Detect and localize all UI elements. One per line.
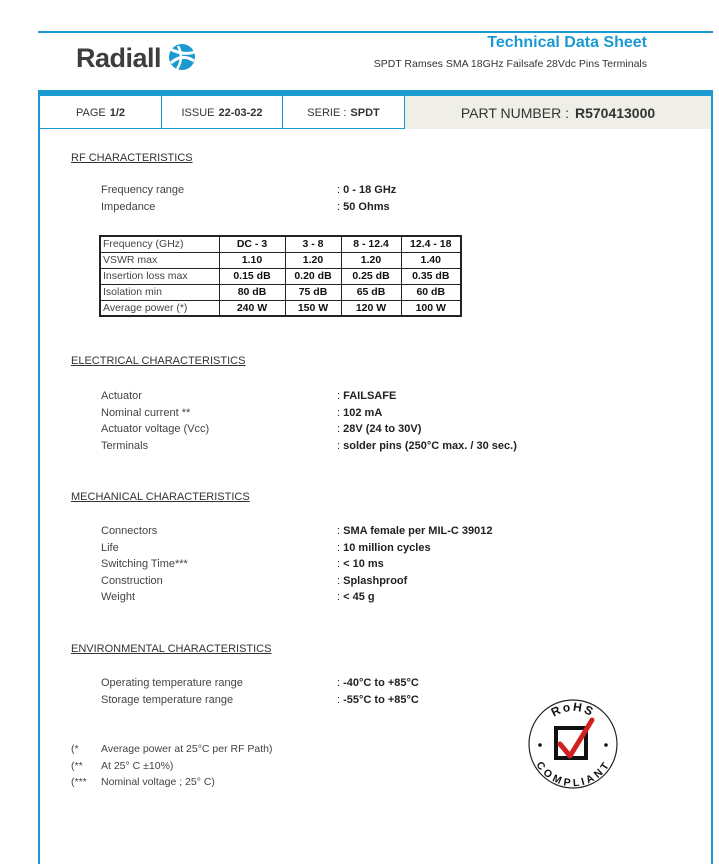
electrical-section-title: ELECTRICAL CHARACTERISTICS <box>71 355 246 367</box>
electrical-label: Terminals <box>101 439 149 452</box>
rf-row <box>101 201 621 218</box>
mechanical-label: Switching Time*** <box>101 558 188 570</box>
serie-value: SPDT <box>350 106 380 119</box>
table-cell: Average power (*) <box>100 300 219 316</box>
mechanical-row <box>101 575 621 592</box>
rf-value: : 0 - 18 GHz <box>337 184 396 201</box>
table-cell: Isolation min <box>100 284 219 300</box>
environmental-value: : -40°C to +85°C <box>337 677 419 694</box>
electrical-row <box>101 407 621 424</box>
footnotes <box>71 743 273 793</box>
issue-cell <box>162 96 283 129</box>
table-cell: 0.25 dB <box>341 268 401 284</box>
table-row <box>100 236 461 252</box>
footnote-text: Nominal voltage ; 25° C) <box>101 776 215 788</box>
rf-list <box>101 184 621 217</box>
table-cell: 3 - 8 <box>285 236 341 252</box>
table-cell: 150 W <box>285 300 341 316</box>
info-bar <box>40 96 711 129</box>
rf-value: : 50 Ohms <box>337 201 390 218</box>
serie-cell <box>283 96 405 129</box>
footnote-text: Average power at 25°C per RF Path) <box>101 743 273 755</box>
footnote-text: At 25° C ±10%) <box>101 759 174 772</box>
environmental-value: : -55°C to +85°C <box>337 694 419 711</box>
mechanical-row <box>101 558 621 575</box>
mechanical-row <box>101 591 621 608</box>
environmental-label: Storage temperature range <box>101 693 234 706</box>
rf-row <box>101 184 621 201</box>
table-cell: 1.20 <box>341 252 401 268</box>
top-rule <box>38 31 713 33</box>
electrical-label: Nominal current ** <box>101 406 191 419</box>
mechanical-label: Construction <box>101 574 163 587</box>
table-cell: 0.15 dB <box>219 268 285 284</box>
mechanical-label: Connectors <box>101 525 158 537</box>
table-cell: 120 W <box>341 300 401 316</box>
table-cell: 1.10 <box>219 252 285 268</box>
table-cell: 80 dB <box>219 284 285 300</box>
table-row <box>100 300 461 316</box>
electrical-row <box>101 423 621 440</box>
mechanical-value: : SMA female per MIL-C 39012 <box>337 525 493 542</box>
page-cell <box>40 96 162 129</box>
electrical-label: Actuator voltage (Vcc) <box>101 423 210 435</box>
table-cell: 1.40 <box>401 252 461 268</box>
table-cell: 100 W <box>401 300 461 316</box>
mechanical-row <box>101 542 621 559</box>
rf-label: Impedance <box>101 200 156 213</box>
rohs-bottom-text: COMPLIANT <box>533 759 613 790</box>
mechanical-value: : < 45 g <box>337 591 375 608</box>
electrical-value: : solder pins (250°C max. / 30 sec.) <box>337 440 517 457</box>
table-cell: DC - 3 <box>219 236 285 252</box>
mechanical-section-title: MECHANICAL CHARACTERISTICS <box>71 491 250 503</box>
mechanical-label: Weight <box>101 591 136 603</box>
table-cell: 0.35 dB <box>401 268 461 284</box>
electrical-value: : 102 mA <box>337 407 382 424</box>
electrical-label: Actuator <box>101 390 142 402</box>
table-cell: 65 dB <box>341 284 401 300</box>
footnote <box>71 760 273 777</box>
electrical-list <box>101 390 621 456</box>
mechanical-label: Life <box>101 541 119 554</box>
mechanical-value: : < 10 ms <box>337 558 384 575</box>
table-cell: 12.4 - 18 <box>401 236 461 252</box>
serie-label: SERIE : <box>307 106 347 119</box>
issue-label: ISSUE <box>181 106 215 119</box>
table-cell: Frequency (GHz) <box>100 236 219 252</box>
rf-table <box>99 235 462 317</box>
document-subtitle: SPDT Ramses SMA 18GHz Failsafe 28Vdc Pins Terminals <box>373 58 647 70</box>
electrical-row <box>101 390 621 407</box>
mechanical-row <box>101 525 621 542</box>
environmental-label: Operating temperature range <box>101 677 243 689</box>
part-number-cell <box>405 96 711 129</box>
table-cell: VSWR max <box>100 252 219 268</box>
footnote-mark: (*** <box>71 776 87 788</box>
environmental-row <box>101 677 621 694</box>
mechanical-value: : Splashproof <box>337 575 407 592</box>
mechanical-list <box>101 525 621 608</box>
electrical-value: : 28V (24 to 30V) <box>337 423 421 440</box>
environmental-section-title: ENVIRONMENTAL CHARACTERISTICS <box>71 643 272 655</box>
footnote <box>71 743 273 760</box>
page-label: PAGE <box>75 106 106 119</box>
table-row <box>100 284 461 300</box>
footnote <box>71 776 273 793</box>
page-value: 1/2 <box>109 106 126 119</box>
footnote-mark: (* <box>71 743 79 755</box>
table-row <box>100 252 461 268</box>
rohs-top-text: RoHS <box>548 699 598 720</box>
document-title: Technical Data Sheet <box>487 34 647 51</box>
part-number-value: R570413000 <box>574 104 656 121</box>
radiall-logo <box>76 40 200 77</box>
table-cell: 75 dB <box>285 284 341 300</box>
rf-label: Frequency range <box>101 184 185 196</box>
part-number-label: PART NUMBER : <box>460 104 569 121</box>
rohs-compliant-seal-icon <box>526 698 620 795</box>
electrical-value: : FAILSAFE <box>337 390 396 407</box>
rf-section-title: RF CHARACTERISTICS <box>71 152 193 164</box>
logo-text: Radiall <box>76 43 162 73</box>
electrical-row <box>101 440 621 457</box>
table-cell: 0.20 dB <box>285 268 341 284</box>
footnote-mark: (** <box>71 759 83 772</box>
table-cell: Insertion loss max <box>100 268 219 284</box>
table-cell: 1.20 <box>285 252 341 268</box>
table-cell: 240 W <box>219 300 285 316</box>
logo-mark-icon <box>164 40 200 77</box>
table-cell: 8 - 12.4 <box>341 236 401 252</box>
table-row <box>100 268 461 284</box>
table-cell: 60 dB <box>401 284 461 300</box>
issue-value: 22-03-22 <box>218 106 263 119</box>
mechanical-value: : 10 million cycles <box>337 542 431 559</box>
